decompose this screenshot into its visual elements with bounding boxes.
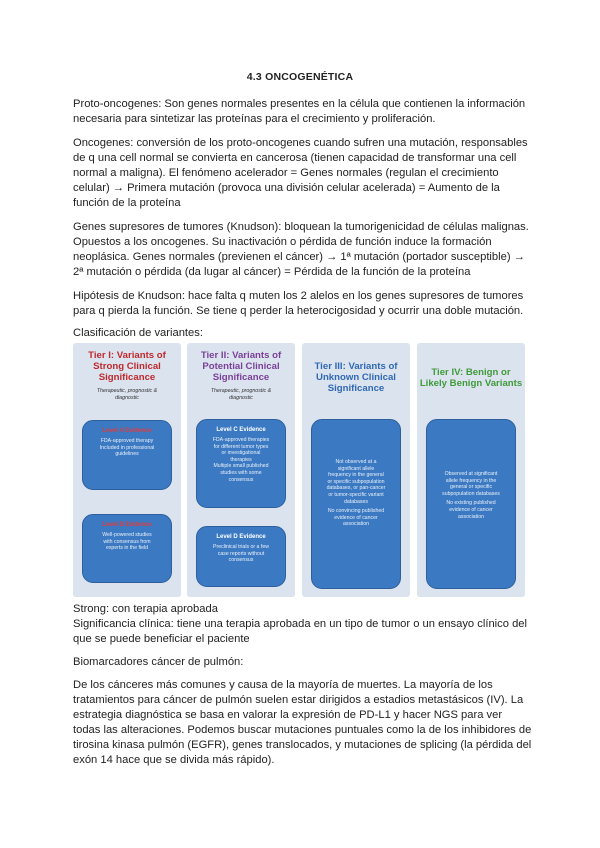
box-line: consensus: [228, 476, 254, 483]
level-d-evidence-box: [196, 526, 286, 587]
tier-3-column: [302, 343, 410, 597]
level-a-evidence-box: [82, 420, 172, 490]
box-line: allele frequency in the: [445, 477, 497, 484]
text-line: todas las alteraciones. Podemos buscar mutaciones puntuales como la de los inhibidores de: [73, 724, 532, 736]
box-line: association: [343, 521, 369, 528]
paragraph-clasificacion: [73, 326, 533, 341]
text-line: tirosina kinasa pulmón (EGFR), genes translocados, y mutaciones de splicing (la pérdida del: [73, 739, 532, 751]
box-line: Well-powered studies: [102, 532, 152, 538]
level-b-body: [87, 532, 167, 552]
level-c-title: Level C Evidence: [216, 427, 266, 433]
level-a-body: [87, 438, 167, 458]
paragraph-oncogenes: [73, 136, 533, 211]
tier-1-subtitle: [77, 388, 177, 401]
box-line: databases: [344, 498, 368, 505]
text-line: Clasificación de variantes:: [73, 327, 203, 339]
text-line: celular) → Primera mutación (provoca una división celular acelerada) = Aumento de la: [73, 182, 500, 194]
tier-4-body: [431, 471, 511, 520]
box-line: for different tumor types: [213, 443, 269, 450]
box-line: or specific subpopulation: [327, 478, 385, 485]
box-line: association: [458, 513, 484, 520]
subtitle-line: Therapeutic, prognostic &: [210, 388, 272, 394]
box-line: evidence of cancer: [334, 514, 378, 521]
text-line: normal a maligna). El fenómeno acelerador = Genes normales (regulan el crecimiento: [73, 167, 499, 179]
text-line: para q pierda la función. Se tiene q perder la heterocigosidad y ocurrir una doble mutación.: [73, 305, 524, 317]
box-line: Not observed at a: [335, 459, 377, 465]
box-line: Preclinical trials or a few: [213, 544, 269, 550]
title-line: Tier IV: Benign or: [431, 367, 511, 378]
text-line: De los cánceres más comunes y causa de la mayoría de muertes. La mayoría de los: [73, 679, 493, 691]
box-line: case reports without: [217, 550, 265, 557]
box-line: subpopulation databases: [442, 490, 500, 497]
paragraph-proto-oncogenes: [73, 97, 533, 127]
text-line: tratamientos para cáncer de pulmón suelen estar dirigidos a estadios metastásicos (IV). La: [73, 694, 524, 706]
level-c-body: [201, 437, 281, 483]
subtitle-line: diagnostic: [115, 394, 139, 401]
box-line: consensus: [228, 557, 254, 564]
box-line: general or specific: [449, 484, 493, 491]
text-line: neoplásica. Genes normales (previenen el cáncer) → 1ª mutación (portador susceptible) →: [73, 251, 525, 263]
title-line: Unknown Clinical: [316, 372, 396, 383]
box-line: studies with some: [220, 469, 262, 476]
text-line: Proto-oncogenes: Son genes normales presentes en la célula que contienen la información: [73, 98, 526, 110]
text-line: Hipótesis de Knudson: hace falta q muten los 2 alelos en los genes supresores de tumores: [73, 290, 524, 302]
box-line: databases, or pan-cancer: [326, 485, 386, 492]
title-line: Strong Clinical: [93, 361, 161, 372]
title-line: Significance: [98, 372, 156, 383]
title-line: Tier I: Variants of: [88, 350, 166, 361]
text-line: necesaria para sintetizar las proteínas para el crecimiento y proliferación.: [73, 113, 436, 125]
text-line: estrategia diagnóstica se basa en valorar la expresión de PD-L1 y hacer NGS para ver: [73, 709, 503, 721]
box-line: experts in the field: [105, 545, 149, 552]
tier-3-body: [316, 459, 396, 528]
box-line: No existing published: [446, 500, 496, 507]
text-line: que se puede beneficiar el paciente: [73, 633, 250, 645]
box-line: guidelines: [115, 451, 139, 458]
box-line: evidence of cancer: [449, 506, 493, 513]
level-b-title: Level B Evidence: [102, 522, 152, 528]
level-b-evidence-box: [82, 514, 172, 583]
level-a-title: Level A Evidence: [102, 428, 152, 434]
tier-2-title: [189, 350, 293, 383]
tier-4-column: [417, 343, 525, 597]
title-line: Significance: [212, 372, 270, 383]
box-line: FDA-approved therapies: [212, 437, 270, 443]
text-line: función de la proteína: [73, 197, 181, 209]
variant-tiers-figure: [73, 343, 525, 597]
text-line: exón 14 hace que se divida más rápido).: [73, 754, 275, 766]
text-line: Strong: con terapia aprobada: [73, 603, 218, 615]
box-line: No convincing published: [327, 508, 385, 515]
box-line: or investigational: [221, 450, 261, 457]
text-line: Biomarcadores cáncer de pulmón:: [73, 656, 244, 668]
box-line: significant allele: [337, 465, 375, 472]
title-line: Significance: [327, 383, 385, 394]
paragraph-supresores: [73, 220, 533, 280]
subtitle-line: diagnostic: [229, 394, 253, 401]
subtitle-line: Therapeutic, prognostic &: [96, 388, 158, 394]
box-line: Multiple small published: [213, 463, 269, 470]
title-line: Tier III: Variants of: [314, 361, 398, 372]
level-d-title: Level D Evidence: [216, 534, 266, 540]
title-line: Potential Clinical: [202, 361, 280, 372]
text-line: de q una cell normal se convierta en cancerosa (tienen capacidad de transformar una cell: [73, 152, 517, 164]
section-heading: 4.3 ONCOGENÉTICA: [246, 71, 354, 83]
box-line: or tumor-specific variant: [328, 491, 384, 498]
paragraph-biomarcadores: [73, 655, 533, 670]
text-line: Oncogenes: conversión de los proto-oncogenes cuando sufren una mutación, responsables: [73, 137, 528, 149]
title-line: Likely Benign Variants: [419, 378, 523, 389]
paragraph-canceres: [73, 678, 533, 768]
tier-2-subtitle: [191, 388, 291, 401]
level-c-evidence-box: [196, 419, 286, 508]
tier-2-column: [187, 343, 295, 597]
box-line: with consensus from: [103, 538, 151, 545]
tier-1-column: [73, 343, 181, 597]
tier-4-title: [419, 367, 523, 389]
box-line: Included in professional: [99, 444, 155, 451]
text-line: Opuestos a los oncogenes. Su inactivación o pérdida de función induce la formación: [73, 236, 492, 248]
text-line: 2ª mutación o pérdida (da lugar al cáncer) = Pérdida de la función de la proteína: [73, 266, 471, 278]
tier-3-title: [304, 361, 408, 394]
box-line: frequency in the general: [328, 472, 384, 479]
box-line: Observed at significant: [444, 471, 498, 477]
box-line: FDA-approved therapy: [100, 438, 154, 444]
tier-1-title: [75, 350, 179, 383]
text-line: Significancia clínica: tiene una terapia aprobada en un tipo de tumor o un ensayo clínico del: [73, 618, 528, 630]
text-line: Genes supresores de tumores (Knudson): bloquean la tumorigenicidad de células malignas.: [73, 221, 529, 233]
title-line: Tier II: Variants of: [200, 350, 282, 361]
box-line: therapies: [230, 456, 252, 463]
paragraph-strong: [73, 602, 533, 647]
tier-4-evidence-box: [426, 419, 516, 589]
paragraph-knudson: [73, 289, 533, 319]
level-d-body: [201, 544, 281, 564]
tier-3-evidence-box: [311, 419, 401, 589]
